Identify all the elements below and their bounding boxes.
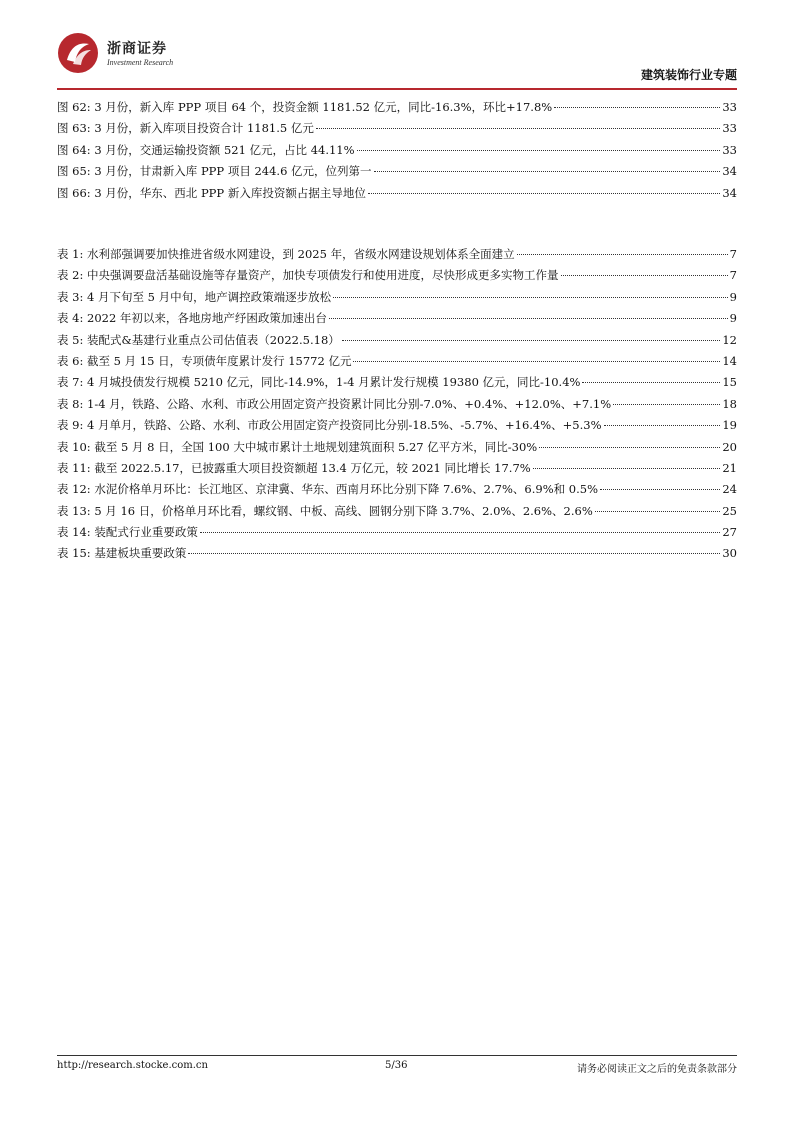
toc-entry[interactable] bbox=[57, 545, 737, 566]
toc-entry-label: 表 15: 基建板块重要政策 bbox=[57, 546, 187, 561]
toc-entry[interactable] bbox=[57, 267, 737, 288]
toc-entry[interactable] bbox=[57, 524, 737, 545]
toc-entry-page: 19 bbox=[722, 418, 737, 433]
toc-entry[interactable] bbox=[57, 120, 737, 141]
toc-entry-label: 图 64: 3 月份，交通运输投资额 521 亿元，占比 44.11% bbox=[57, 142, 355, 157]
toc-entry-page: 12 bbox=[722, 332, 737, 347]
dot-leader bbox=[517, 254, 728, 255]
dot-leader bbox=[200, 532, 721, 533]
dot-leader bbox=[595, 511, 721, 512]
toc-entry[interactable] bbox=[57, 142, 737, 163]
toc-entry-label: 表 13: 5 月 16 日，价格单月环比看，螺纹钢、中板、高线、圆钢分别下降 3.7%、2.0%、2.6%、2.6% bbox=[57, 503, 593, 518]
company-logo-icon bbox=[57, 32, 99, 74]
dot-leader bbox=[604, 425, 721, 426]
toc-entry-label: 表 11: 截至 2022.5.17，已披露重大项目投资额超 13.4 万亿元，较 2021 同比增长 17.7% bbox=[57, 460, 531, 475]
dot-leader bbox=[342, 340, 721, 341]
list-of-tables bbox=[57, 246, 737, 567]
toc-entry-label: 图 62: 3 月份，新入库 PPP 项目 64 个，投资金额 1181.52 亿元，同比-16.3%，环比+17.8% bbox=[57, 100, 553, 114]
toc-entry[interactable] bbox=[57, 310, 737, 331]
dot-leader bbox=[368, 193, 721, 194]
toc-entry[interactable] bbox=[57, 417, 737, 438]
toc-entry[interactable] bbox=[57, 503, 737, 524]
brand-name: 浙商证券 bbox=[107, 41, 167, 57]
dot-leader bbox=[188, 553, 720, 554]
toc-entry[interactable] bbox=[57, 99, 737, 120]
toc-entry-label: 表 6: 截至 5 月 15 日，专项债年度累计发行 15772 亿元 bbox=[57, 353, 352, 368]
toc-entry-page: 34 bbox=[722, 185, 737, 200]
page-number: 5/36 bbox=[385, 1060, 408, 1071]
toc-entry-page: 20 bbox=[722, 439, 737, 454]
toc-entry[interactable] bbox=[57, 289, 737, 310]
toc-entry[interactable] bbox=[57, 439, 737, 460]
toc-entry-label: 表 10: 截至 5 月 8 日，全国 100 大中城市累计土地规划建筑面积 5.27 亿平方米，同比-30% bbox=[57, 439, 538, 454]
toc-entry-page: 9 bbox=[729, 289, 737, 304]
toc-entry-label: 图 66: 3 月份，华东、西北 PPP 新入库投资额占据主导地位 bbox=[57, 185, 366, 200]
dot-leader bbox=[613, 404, 720, 405]
toc-entry-label: 图 65: 3 月份，甘肃新入库 PPP 项目 244.6 亿元，位列第一 bbox=[57, 164, 372, 179]
page-header bbox=[57, 30, 737, 86]
toc-entry-page: 18 bbox=[722, 396, 737, 411]
toc-entry-label: 表 8: 1-4 月，铁路、公路、水利、市政公用固定资产投资累计同比分别-7.0%、+0.4%、+12.0%、+7.1% bbox=[57, 396, 612, 411]
toc-entry-label: 表 4: 2022 年初以来，各地房地产纾困政策加速出台 bbox=[57, 311, 327, 326]
toc-entry-label: 表 7: 4 月城投债发行规模 5210 亿元，同比-14.9%，1-4 月累计发行规模 19380 亿元，同比-10.4% bbox=[57, 375, 581, 390]
toc-entry[interactable] bbox=[57, 163, 737, 184]
toc-entry-label: 表 1: 水利部强调要加快推进省级水网建设，到 2025 年，省级水网建设规划体系全面建立 bbox=[57, 247, 515, 261]
dot-leader bbox=[539, 447, 720, 448]
toc-entry-page: 27 bbox=[722, 525, 737, 540]
toc-entry-page: 21 bbox=[722, 460, 737, 475]
toc-entry-page: 24 bbox=[722, 482, 737, 497]
toc-entry-page: 15 bbox=[722, 375, 737, 390]
document-title: 建筑装饰行业专题 bbox=[640, 68, 737, 82]
dot-leader bbox=[374, 171, 721, 172]
list-of-figures bbox=[57, 99, 737, 206]
toc-entry-label: 表 12: 水泥价格单月环比：长江地区、京津冀、华东、西南月环比分别下降 7.6%、2.7%、6.9%和 0.5% bbox=[57, 482, 598, 497]
dot-leader bbox=[316, 128, 721, 129]
toc-entry-page: 34 bbox=[722, 164, 737, 179]
toc-entry[interactable] bbox=[57, 246, 737, 267]
dot-leader bbox=[333, 297, 728, 298]
toc-entry-page: 33 bbox=[722, 121, 737, 136]
dot-leader bbox=[357, 150, 721, 151]
footer-divider bbox=[57, 1055, 737, 1056]
toc-entry-page: 7 bbox=[729, 268, 737, 283]
header-divider bbox=[57, 88, 737, 90]
toc-entry[interactable] bbox=[57, 185, 737, 206]
toc-entry-page: 33 bbox=[722, 100, 737, 114]
toc-entry-page: 30 bbox=[722, 546, 737, 561]
toc-entry[interactable] bbox=[57, 332, 737, 353]
toc-entry[interactable] bbox=[57, 460, 737, 481]
toc-entry-page: 14 bbox=[722, 353, 737, 368]
dot-leader bbox=[329, 318, 728, 319]
dot-leader bbox=[582, 382, 720, 383]
toc-entry[interactable] bbox=[57, 396, 737, 417]
toc-entry-label: 表 14: 装配式行业重要政策 bbox=[57, 525, 198, 540]
dot-leader bbox=[554, 107, 720, 108]
dot-leader bbox=[600, 489, 720, 490]
toc-entry-page: 33 bbox=[722, 142, 737, 157]
toc-entry[interactable] bbox=[57, 481, 737, 502]
toc-entry-label: 表 9: 4 月单月，铁路、公路、水利、市政公用固定资产投资同比分别-18.5%、-5.7%、+16.4%、+5.3% bbox=[57, 418, 602, 433]
toc-entry-page: 25 bbox=[722, 503, 737, 518]
footer-url-link[interactable]: http://research.stocke.com.cn bbox=[57, 1060, 208, 1071]
brand-subtitle: Investment Research bbox=[107, 58, 174, 67]
toc-entry[interactable] bbox=[57, 353, 737, 374]
dot-leader bbox=[353, 361, 720, 362]
toc-entry-label: 表 5: 装配式&基建行业重点公司估值表（2022.5.18） bbox=[57, 332, 340, 347]
toc-entry-page: 9 bbox=[729, 311, 737, 326]
toc-entry[interactable] bbox=[57, 374, 737, 395]
toc-entry-page: 7 bbox=[729, 247, 737, 261]
dot-leader bbox=[533, 468, 721, 469]
disclaimer-note: 请务必阅读正文之后的免责条款部分 bbox=[577, 1064, 737, 1075]
toc-entry-label: 表 3: 4 月下旬至 5 月中旬，地产调控政策端逐步放松 bbox=[57, 289, 332, 304]
toc-entry-label: 图 63: 3 月份，新入库项目投资合计 1181.5 亿元 bbox=[57, 121, 314, 136]
dot-leader bbox=[561, 275, 728, 276]
toc-entry-label: 表 2: 中央强调要盘活基础设施等存量资产，加快专项债发行和使用进度，尽快形成更多实物工作量 bbox=[57, 268, 559, 283]
